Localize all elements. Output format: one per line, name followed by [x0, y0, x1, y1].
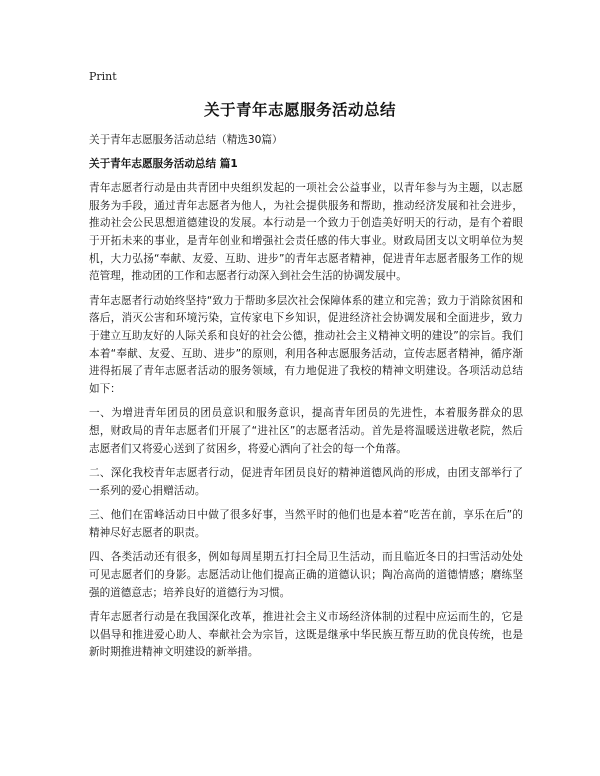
paragraph-5: 三、他们在雷峰活动日中做了很多好事，当然平时的他们也是本着“吃苦在前，享乐在后”的精神尽好志愿者的职责。 [89, 509, 523, 539]
paragraph-7: 青年志愿者行动是在我国深化改革，推进社会主义市场经济体制的过程中应运而生的，它是以倡导和推进爱心助人、奉献社会为宗旨，这既是继承中华民族互帮互助的优良传统，也是新时期推进精神文明建设的新举措。 [89, 611, 523, 659]
document-body [89, 132, 523, 669]
document-subtitle: 关于青年志愿服务活动总结（精选30篇） [89, 134, 283, 146]
paragraph-3: 一、为增进青年团员的团员意识和服务意识，提高青年团员的先进性，本着服务群众的思想，财政局的青年志愿者们开展了“进社区”的志愿者活动。首先是将温暖送进敬老院，然后志愿者们又将爱心送到了贫困乡，将爱心洒向了社会的每一个角落。 [89, 407, 523, 455]
print-label: Print [89, 70, 117, 83]
document-title: 关于青年志愿服务活动总结 [203, 101, 396, 119]
paragraph-4: 二、深化我校青年志愿者行动，促进青年团员良好的精神道德风尚的形成，由团支部举行了一系列的爱心捐赠活动。 [89, 467, 523, 497]
section-heading: 关于青年志愿服务活动总结 篇1 [89, 157, 238, 170]
paragraph-2: 青年志愿者行动始终坚持“致力于帮助多层次社会保障体系的建立和完善；致力于消除贫困和落后，消灭公害和环境污染，宣传家电下乡知识，促进经济社会协调发展和全面进步，致力于建立互助友好的人际关系和良好的社会公德，推动社会主义精神文明的建设”的宗旨。我们本着“奉献、友爱、互助、进步”的原则，利用各种志愿服务活动，宣传志愿者精神，循序渐进得拓展了青年志愿者活动的服务领域，有力地促进了我校的精神文明建设。各项活动总结如下： [89, 294, 523, 395]
paragraph-1: 青年志愿者行动是由共青团中央组织发起的一项社会公益事业，以青年参与为主题，以志愿服务为手段，通过青年志愿者为他人，为社会提供服务和帮助，推动经济发展和社会进步，推动社会公民思想道德建设的发展。本行动是一个致力于创造美好明天的行动，是有个着眼于开拓未来的事业，是青年创业和增强社会责任感的伟大事业。财政局团支以文明单位为契机，大力弘扬“奉献、友爱、互助、进步”的青年志愿者精神，促进青年志愿者服务工作的规范管理，推动团的工作和志愿者行动深入到社会生活的协调发展中。 [89, 182, 523, 283]
paragraph-6: 四、各类活动还有很多，例如每周星期五打扫全局卫生活动，而且临近冬日的扫雪活动处处可见志愿者们的身影。志愿活动让他们提高正确的道德认识；陶冶高尚的道德情感；磨练坚强的道德意志；培养良好的道德行为习惯。 [89, 551, 523, 599]
